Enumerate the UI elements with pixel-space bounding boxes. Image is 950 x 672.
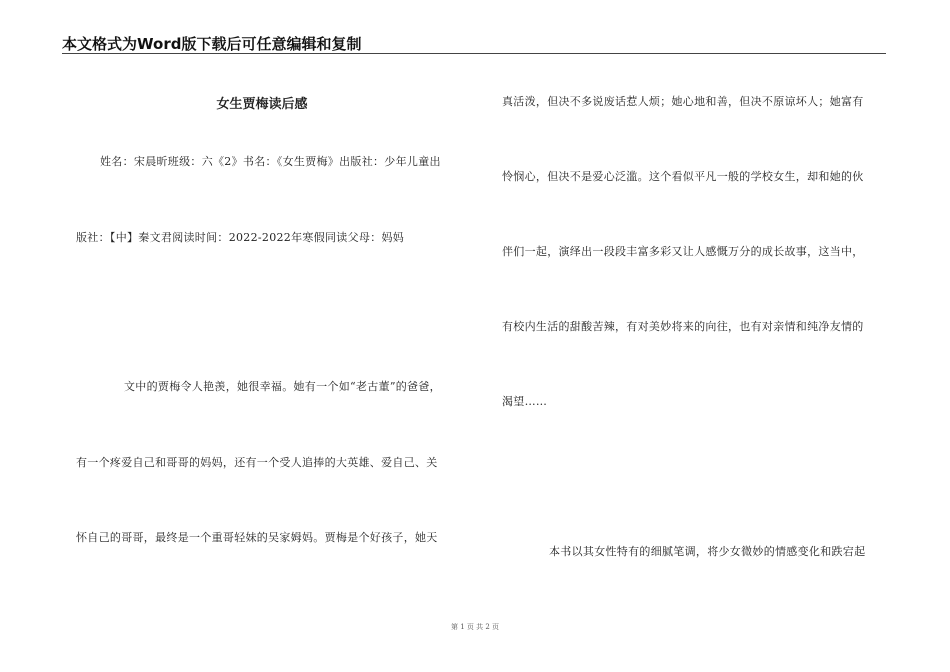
text-line: 怀自己的哥哥，最终是一个重哥轻妹的吴家姆妈。贾梅是个好孩子，她天	[76, 531, 438, 544]
text-line: 本书以其女性特有的细腻笔调，将少女微妙的情感变化和跌宕起	[549, 545, 866, 558]
text-line: 文中的贾梅令人艳羡，她很幸福。她有一个如“老古董”的爸爸，	[124, 380, 441, 393]
text-line: 版社：【中】秦文君阅读时间：2022-2022年寒假同读父母：妈妈	[76, 231, 405, 244]
text-line: 姓名：宋晨昕班级：六《2》书名：《女生贾梅》出版社：少年儿童出	[100, 155, 441, 168]
text-line: 真活泼，但决不多说废话惹人烦；她心地和善，但决不原谅坏人；她富有	[502, 95, 864, 108]
text-line: 怜悯心，但决不是爱心泛滥。这个看似平凡一般的学校女生，却和她的伙	[502, 170, 864, 183]
article-title: 女生贾梅读后感	[216, 97, 308, 112]
text-line: 渴望……	[502, 395, 548, 408]
document-banner: 本文格式为Word版下载后可任意编辑和复制	[62, 35, 362, 53]
page-footer: 第 1 页 共 2 页	[450, 623, 500, 631]
text-line: 伴们一起，演绎出一段段丰富多彩又让人感慨万分的成长故事，这当中，	[502, 245, 864, 258]
text-line: 有一个疼爱自己和哥哥的妈妈，还有一个受人追捧的大英雄、爱自己、关	[76, 456, 438, 469]
header-rule	[62, 53, 886, 54]
text-line: 有校内生活的甜酸苦辣，有对美妙将来的向往，也有对亲情和纯净友情的	[502, 320, 864, 333]
